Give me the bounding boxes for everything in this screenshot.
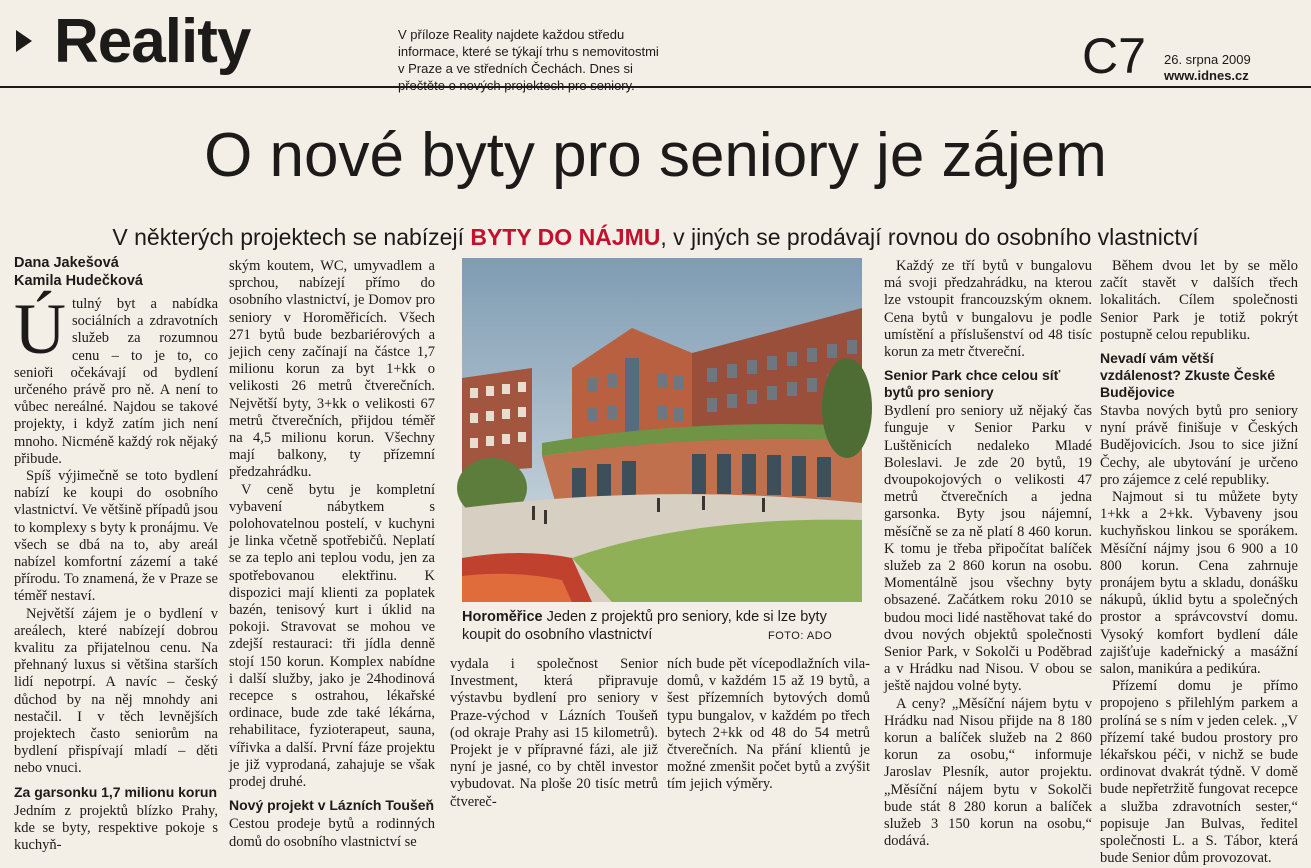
col6-p3: Najmout si tu můžete byty 1+kk a 2+kk. Vybaveny jsou kuchyňskou linkou se sporákem. Měsíční nájmy jsou 6 900 a 10 800 korun. Cena zahrnuje pronájem bytu a skladu, donášku nákupů, úklid bytu a společných prostor a správcovství domu. Vysoký komfort bydlení dále zajišťuje kadeřnický a masážní salon, manikúra a pedikúra. [1100,489,1298,678]
subheadline [0,222,1311,252]
col5-heading: Senior Park chce celou síť bytů pro seniory [884,367,1061,401]
caption-text: Jeden z projektů pro seniory, kde si lze byty koupit do osobního vlastnictví [462,609,827,643]
column-6 [1100,258,1298,868]
col1-p3: Největší zájem je o bydlení v areálech, které nabízejí dobrou kvalitu za přijatelnou cenu. Na přehnaný luxus si většina starších lidí nepotrpí. A navíc – český důchod by na něj mnohdy ani nestačil. I v těch levnějších projektech často seniorům na bydlení přispívají mladí – děti nebo vnuci. [14,605,218,777]
caption-place: Horoměřice [462,609,543,625]
issue-date: 26. srpna 2009 [1164,52,1251,67]
dropcap: Ú [14,289,66,369]
col6-p1: Během dvou let by se mělo začít stavět v dalších třech lokalitách. Cílem společnosti Senior Park je totiž pokrýt postupně celou republiku. [1100,258,1298,343]
section-arrow-icon [16,30,32,52]
column-3 [450,656,658,811]
col1-p4: Jedním z projektů blízko Prahy, kde se byty, respektive pokoje s kuchyň- [14,802,218,854]
masthead-rule [0,86,1311,88]
col1-p1: tulný byt a nabídka sociálních a zdravotních služeb za rozumnou cenu – to je to, co senioři očekávají od bydlení určeného právě pro ně. A není to vůbec nereálné. Najdou se takové projekty, i když zatím jich není mnoho. Nicméně každý rok nějaký přibude. [14,296,218,467]
col5-p3: A ceny? „Měsíční nájem bytu v Hrádku nad Nisou přijde na 8 180 korun a balíček služeb na 2 860 korun za osobu,“ informuje Jaroslav Plesník, autor projektu. „Měsíční nájem bytu v Sokolči bude stát 8 280 korun a balíček služeb 3 150 korun na osobu,“ dodává. [884,695,1092,850]
col6-heading: Nevadí vám větší vzdálenost? Zkuste České Budějovice [1100,350,1276,401]
col4-p1: ních bude pět vícepodlažních vila-domů, v každém 15 až 19 bytů, a šest přízemních bytových domů typu bungalov, v každém po třech bytech 2+kk od 48 do 54 metrů čtverečních. Na přání klientů je možné zmenšit počet bytů a zvýšit tím jejich výměry. [667,656,870,793]
author-1: Dana Jakešová [14,255,119,271]
col2-heading: Nový projekt v Lázních Toušeň [229,797,435,814]
col1-p2: Spíš výjimečně se toto bydlení nabízí ke koupi do osobního vlastnictví. Ve většině případů jsou to komplexy s byty k pronájmu. Ve všech se dbá na to, aby areál nabízel komfortní zázemí a také přírodu. To znamená, že v Praze se téměř nestaví. [14,468,218,605]
col2-p1: ským koutem, WC, umyvadlem a sprchou, nabízejí přímo do osobního vlastnictví, je Domov pro seniory v Horoměřicích. Všech 271 bytů bude bezbariérových a jejich ceny začínají na částce 1,7 milionu korun za byt 1+kk o velikosti 26 metrů čtverečních. Největší byty, 3+kk o velikosti 67 metrů čtverečních, přijdou téměř na 4,5 milionu korun. Všechny mají balkony, ty přízemní předzahrádku. [229,258,435,481]
col3-p1: vydala i společnost Senior Investment, která připravuje výstavbu bydlení pro seniory v Praze-východ v Lázních Toušeň (od okraje Prahy asi 15 kilometrů). Projekt je v přípravné fázi, ale již nyní je jasné, co by chtěl investor vybudovat. Na ploše 20 tisíc metrů čtvereč- [450,656,658,810]
subhead-after: , v jiných se prodávají rovnou do osobního vlastnictví [660,224,1199,250]
author-2: Kamila Hudečková [14,273,143,289]
col6-p4: Přízemí domu je přímo propojeno s přilehlým parkem a prolíná se s ním v jeden celek. „V přízemí také budou prostory pro lékařskou péči, v nichž se bude ordinovat dvakrát týdně. V domě bude nepřetržitě fungovat recepce a služba zdravotních sester,“ popisuje Jan Bulvas, ředitel společnosti L. a S. Tábor, která bude Senior dům provozovat. [1100,678,1298,867]
col1-heading: Za garsonku 1,7 milionu korun [14,783,218,800]
col2-p3: Cestou prodeje bytů a rodinných domů do osobního vlastnictví se [229,816,435,850]
column-5 [884,258,1092,851]
page-number: C7 [1082,28,1146,84]
section-title: Reality [54,7,251,76]
col5-p2: Bydlení pro seniory už nějaký čas funguje v Senior Parku v Luštěnicích nedaleko Mladé Boleslavi. Je zde 20 bytů, 19 dvoupokojových o velikosti 47 metrů čtverečních a jedna garsonka. Byty jsou nájemní, měsíčně se za ně platí 8 460 korun. K tomu je třeba připočítat balíček služeb za 2 860 korun na osobu. Momentálně jsou všechny byty obsazené. Začátkem roku 2010 se budou moci lidé nastěhovat také do dvou nových objektů společnosti Senior Park, v Sokolči u Poděbrad a v Hrádku nad Nisou. V obou se ještě najdou volné byty. [884,403,1092,695]
headline: O nové byty pro seniory je zájem [204,121,1107,190]
col2-p2: V ceně bytu je kompletní vybavení nábytkem s polohovatelnou postelí, v kuchyni je linka včetně spotřebičů. Neplatí se za teplo ani teplou vodu, jen za spotřebovanou elektřinu. K dispozici mají klienti za poplatek bazén, tenisový kurt i úklid na pokoji. Stravovat se mohou ve zdejší restauraci: tři jídla denně stojí 150 korun. Komplex nabídne i další služby, jako je 24hodinová recepce s ostrahou, lékařské ordinace, bude zde také lékárna, rehabilitace, fyzioterapeut, sauna, vířivka a další. První fáze projektu je již vyprodaná, zahajuje se však prodej druhé. [229,481,435,791]
section-intro: V příloze Reality najdete každou středu informace, které se týkají trhu s nemovitostmi v Praze a ve středních Čechách. Dnes si [398,27,659,76]
column-2 [229,258,435,851]
building-illustration [462,258,862,602]
website: www.idnes.cz [1164,68,1249,83]
column-4 [667,656,870,794]
subhead-highlight: BYTY DO NÁJMU [470,224,661,250]
col5-p1: Každý ze tří bytů v bungalovu má svoji předzahrádku, na kterou lze vstoupit francouzským oknem. Cena bytů v bungalovu je podle umístění a příslušenství od 48 tisíc korun za metr čtvereční. [884,258,1092,361]
column-1 [14,254,218,854]
subhead-before: V některých projektech se nabízejí [112,224,471,250]
building-photo [462,258,862,602]
photo-credit: FOTO: ADO [768,630,833,642]
col6-p2: Stavba nových bytů pro seniory nyní právě finišuje v Českých Budějovicích. Jsou to sice jižní Čechy, ale ubytování je určeno pro zájemce z celé republiky. [1100,403,1298,488]
